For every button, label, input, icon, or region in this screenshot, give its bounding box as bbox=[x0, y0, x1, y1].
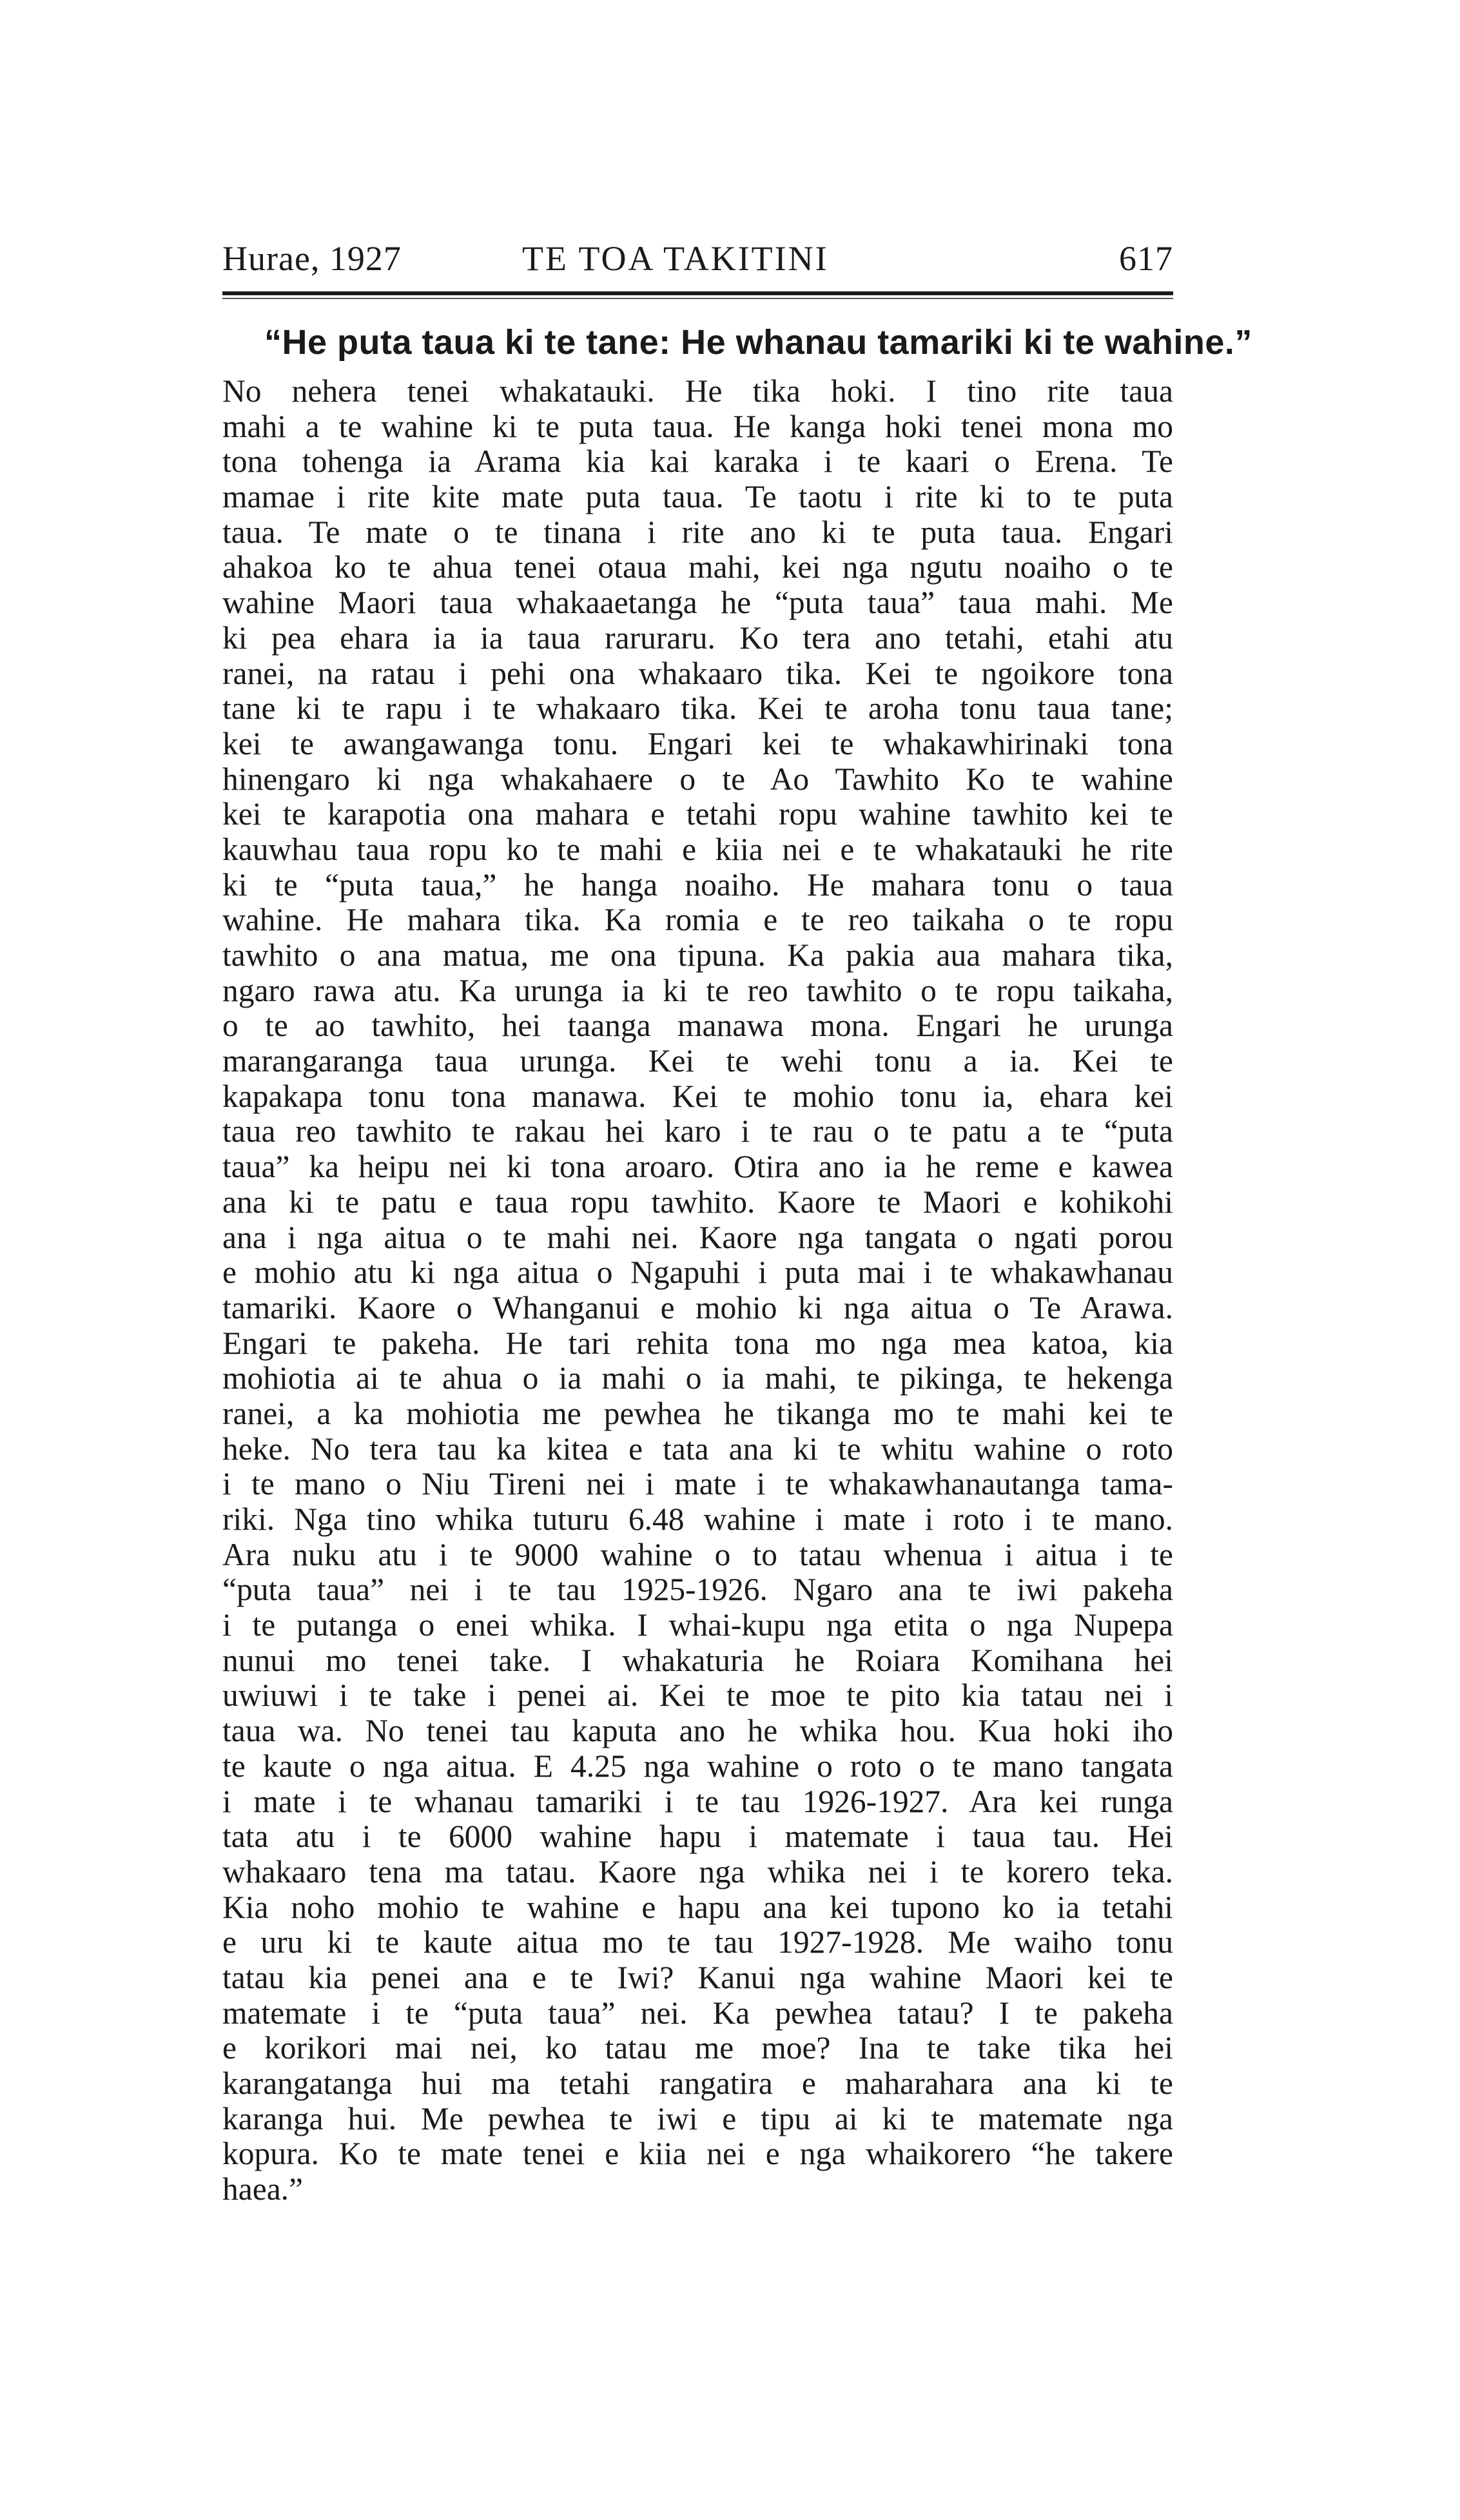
article-line: ranei, na ratau i pehi ona whakaaro tika. Kei te ngoikore tona bbox=[222, 655, 1173, 691]
article-line: i te mano o Niu Tireni nei i mate i te whakawhanautanga tama- bbox=[222, 1466, 1173, 1502]
article-line: kapakapa tonu tona manawa. Kei te mohio tonu ia, ehara kei bbox=[222, 1078, 1173, 1114]
article-line: mohiotia ai te ahua o ia mahi o ia mahi, te pikinga, te hekenga bbox=[222, 1360, 1173, 1396]
article-line: Kia noho mohio te wahine e hapu ana kei tupono ko ia tetahi bbox=[222, 1889, 1173, 1925]
header-rule bbox=[222, 291, 1173, 295]
article-line: mamae i rite kite mate puta taua. Te taotu i rite ki to te puta bbox=[222, 479, 1173, 515]
article-line: e mohio atu ki nga aitua o Ngapuhi i puta mai i te whakawhanau bbox=[222, 1255, 1173, 1291]
article-line: ranei, a ka mohiotia me pewhea he tikanga mo te mahi kei te bbox=[222, 1395, 1173, 1431]
article-line: karangatanga hui ma tetahi rangatira e maharahara ana ki te bbox=[222, 2066, 1173, 2101]
article-line: taua wa. No tenei tau kaputa ano he whika hou. Kua hoki iho bbox=[222, 1713, 1173, 1749]
article-line: No nehera tenei whakatauki. He tika hoki. I tino rite taua bbox=[222, 373, 1173, 409]
article-line: riki. Nga tino whika tuturu 6.48 wahine i mate i roto i te mano. bbox=[222, 1501, 1173, 1537]
article-line: ki pea ehara ia ia taua raruraru. Ko tera ano tetahi, etahi atu bbox=[222, 620, 1173, 656]
article-line: uwiuwi i te take i penei ai. Kei te moe te pito kia tatau nei i bbox=[222, 1677, 1173, 1714]
article-line: tata atu i te 6000 wahine hapu i matemate i taua tau. Hei bbox=[222, 1819, 1173, 1855]
article-line: hinengaro ki nga whakahaere o te Ao Tawhito Ko te wahine bbox=[222, 761, 1173, 797]
article-line: te kaute o nga aitua. E 4.25 nga wahine o roto o te mano tangata bbox=[222, 1748, 1173, 1784]
article-line: mahi a te wahine ki te puta taua. He kanga hoki tenei mona mo bbox=[222, 408, 1173, 444]
header-publication-title: TE TOA TAKITINI bbox=[522, 239, 829, 278]
article-line: kopura. Ko te mate tenei e kiia nei e nga whaikorero “he takere bbox=[222, 2136, 1173, 2172]
article-line: i mate i te whanau tamariki i te tau 1926-1927. Ara kei runga bbox=[222, 1783, 1173, 1819]
article-line: kei te karapotia ona mahara e tetahi ropu wahine tawhito kei te bbox=[222, 796, 1173, 832]
article-line: karanga hui. Me pewhea te iwi e tipu ai ki te matemate nga bbox=[222, 2100, 1173, 2136]
article-line: ngaro rawa atu. Ka urunga ia ki te reo tawhito o te ropu taikaha, bbox=[222, 972, 1173, 1008]
article-line: tamariki. Kaore o Whanganui e mohio ki nga aitua o Te Arawa. bbox=[222, 1289, 1173, 1325]
article-line: tatau kia penei ana e te Iwi? Kanui nga wahine Maori kei te bbox=[222, 1959, 1173, 1995]
header-rule-thin bbox=[222, 298, 1173, 299]
article-line: kei te awangawanga tonu. Engari kei te whakawhirinaki tona bbox=[222, 725, 1173, 761]
article-line: kauwhau taua ropu ko te mahi e kiia nei e te whakatauki he rite bbox=[222, 831, 1173, 867]
article-line: Ara nuku atu i te 9000 wahine o to tatau whenua i aitua i te bbox=[222, 1536, 1173, 1572]
article-line: nunui mo tenei take. I whakaturia he Roiara Komihana hei bbox=[222, 1642, 1173, 1678]
header-date: Hurae, 1927 bbox=[222, 239, 402, 278]
article-line: e korikori mai nei, ko tatau me moe? Ina te take tika hei bbox=[222, 2030, 1173, 2066]
article-line: ki te “puta taua,” he hanga noaiho. He mahara tonu o taua bbox=[222, 866, 1173, 903]
article-line: i te putanga o enei whika. I whai-kupu nga etita o nga Nupepa bbox=[222, 1607, 1173, 1643]
article-line: e uru ki te kaute aitua mo te tau 1927-1928. Me waiho tonu bbox=[222, 1924, 1173, 1960]
article-line: tawhito o ana matua, me ona tipuna. Ka pakia aua mahara tika, bbox=[222, 937, 1173, 973]
article-line: taua. Te mate o te tinana i rite ano ki te puta taua. Engari bbox=[222, 514, 1173, 550]
header-page-number: 617 bbox=[1119, 239, 1173, 278]
article-line: wahine Maori taua whakaaetanga he “puta taua” taua mahi. Me bbox=[222, 585, 1173, 621]
article-line: heke. No tera tau ka kitea e tata ana ki te whitu wahine o roto bbox=[222, 1431, 1173, 1467]
article-line: o te ao tawhito, hei taanga manawa mona. Engari he urunga bbox=[222, 1008, 1173, 1044]
article-line: marangaranga taua urunga. Kei te wehi tonu a ia. Kei te bbox=[222, 1043, 1173, 1079]
article-line: ana ki te patu e taua ropu tawhito. Kaore te Maori e kohikohi bbox=[222, 1184, 1173, 1220]
article-line: ana i nga aitua o te mahi nei. Kaore nga tangata o ngati porou bbox=[222, 1219, 1173, 1255]
article-line: tona tohenga ia Arama kia kai karaka i te kaari o Erena. Te bbox=[222, 444, 1173, 480]
article-line: taua reo tawhito te rakau hei karo i te rau o te patu a te “puta bbox=[222, 1113, 1173, 1149]
article-line: matemate i te “puta taua” nei. Ka pewhea tatau? I te pakeha bbox=[222, 1995, 1173, 2031]
article-line: Engari te pakeha. He tari rehita tona mo nga mea katoa, kia bbox=[222, 1325, 1173, 1361]
article-title: “He puta taua ki te tane: He whanau tamariki ki te wahine.” bbox=[264, 323, 1252, 362]
article-line: whakaaro tena ma tatau. Kaore nga whika nei i te korero teka. bbox=[222, 1853, 1173, 1890]
article-line: taua” ka heipu nei ki tona aroaro. Otira ano ia he reme e kawea bbox=[222, 1149, 1173, 1185]
article-body bbox=[222, 374, 1173, 2207]
article-line: tane ki te rapu i te whakaaro tika. Kei te aroha tonu taua tane; bbox=[222, 690, 1173, 727]
article-line: ahakoa ko te ahua tenei otaua mahi, kei nga ngutu noaiho o te bbox=[222, 549, 1173, 585]
running-header bbox=[222, 239, 1173, 284]
article-line: haea.” bbox=[222, 2171, 304, 2207]
article-line: “puta taua” nei i te tau 1925-1926. Ngaro ana te iwi pakeha bbox=[222, 1572, 1173, 1608]
article-line: wahine. He mahara tika. Ka romia e te reo taikaha o te ropu bbox=[222, 902, 1173, 938]
